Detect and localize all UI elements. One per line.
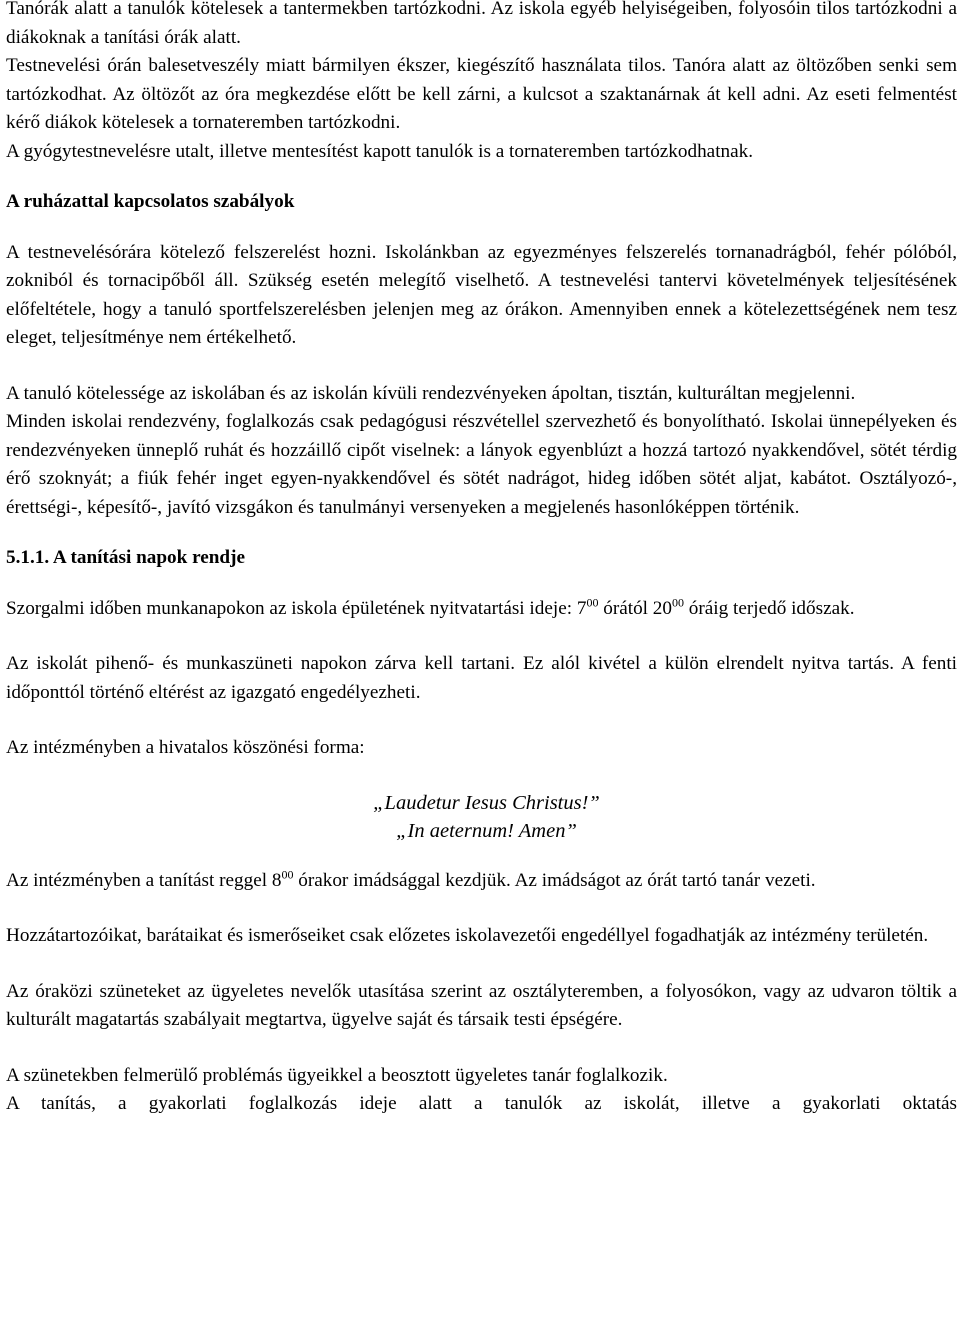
paragraph-pe-safety: Testnevelési órán balesetveszély miatt bármilyen ékszer, kiegészítő használata tilos. Tanóra alatt az öltözőben senki sem tartózkodhat. Az öltözőt az óra megkezdése előtt be kell zárni, a kulcsot a szaktanárnak át kell adni. Az eseti felmentést kérő diákok kötelesek a tornateremben tartózkodni. <box>6 55 957 133</box>
paragraph-pe-equipment: A testnevelésórára kötelező felszerelést hozni. Iskolánkban az egyezményes felszerelés tornanadrágból, fehér pólóból, zokniból és tornacipőből áll. Szükség esetén melegítő viselhető. A testnevelési tantervi követelmények teljesítésének előfeltétele, hogy a tanuló sportfelszerelésben jelenjen meg az órákon. Amennyiben ennek a kötelezettségének nem tesz eleget, teljesítménye nem értékelhető. <box>6 241 957 348</box>
heading-clothing-rules: A ruházattal kapcsolatos szabályok <box>6 191 295 212</box>
paragraph-leaving-school: A tanítás, a gyakorlati foglalkozás ideje alatt a tanulók az iskolát, illetve a gyakorlati oktatás <box>6 1093 957 1114</box>
document-page <box>6 0 957 1119</box>
paragraph-greeting-form: Az intézményben a hivatalos köszönési forma: <box>6 737 365 758</box>
paragraph-remedial-pe: A gyógytestnevelésre utalt, illetve mentesítést kapott tanulók is a tornateremben tartózkodhatnak. <box>6 140 754 162</box>
paragraph-visitors: Hozzátartozóikat, barátaikat és ismerőseiket csak előzetes iskolavezetői engedéllyel fogadhatják az intézmény területén. <box>6 925 929 946</box>
paragraph-holiday-closure: Az iskolát pihenő- és munkaszüneti napokon zárva kell tartani. Ez alól kivétel a külön elrendelt nyitva tartás. A fenti időponttól történő eltérést az igazgató engedélyezheti. <box>6 653 957 703</box>
paragraph-student-appearance: A tanuló kötelessége az iskolában és az iskolán kívüli rendezvényeken ápoltan, tisztán, kulturáltan megjelenni. <box>6 382 856 404</box>
greeting-quote-line-1: „Laudetur Iesus Christus!” <box>373 791 600 814</box>
greeting-quote-line-2: „In aeternum! Amen” <box>396 819 577 842</box>
heading-school-day-order: 5.1.1. A tanítási napok rendje <box>6 547 245 568</box>
paragraph-school-events: Minden iskolai rendezvény, foglalkozás csak pedagógusi részvétellel szervezhető és bonyolítható. Iskolai ünnepélyeken és rendezvényeken ünneplő ruhát és hozzáillő cipőt viselnek: a lányok egyenblúzt a hozzá tartozó nyakkendővel, sötét térdig érő szoknyát; a fiúk fehér inget egyen-nyakkendővel és sötét nadrágot, hideg időben sötét aljat, kabátot. Osztályozó-, érettségi-, képesítő-, javító vizsgákon és tanulmányi versenyeken a megjelenés hasonlóképpen történik. <box>6 411 957 518</box>
paragraph-breaks: Az óraközi szüneteket az ügyeletes nevelők utasítása szerint az osztályteremben, a folyosókon, vagy az udvaron töltik a kulturált magatartás szabályait megtartva, ügyelve saját és társaik testi épségére. <box>6 980 957 1030</box>
paragraph-morning-prayer: Az intézményben a tanítást reggel $8^{00}$ órakor imádsággal kezdjük. Az imádságot az órát tartó tanár vezeti. <box>6 867 816 891</box>
paragraph-break-problems: A szünetekben felmerülő problémás ügyeikkel a beosztott ügyeletes tanár foglalkozik. <box>6 1064 668 1086</box>
greeting-quote <box>6 789 957 845</box>
paragraph-opening-hours: Szorgalmi időben munkanapokon az iskola épületének nyitvatartási ideje: $7^{00}$ órától $20^{00}$ óráig terjedő időszak. <box>6 595 855 619</box>
paragraph-classroom-presence: Tanórák alatt a tanulók kötelesek a tantermekben tartózkodni. Az iskola egyéb helyiségeiben, folyosóin tilos tartózkodni a diákoknak a tanítási órák alatt. <box>6 0 957 48</box>
